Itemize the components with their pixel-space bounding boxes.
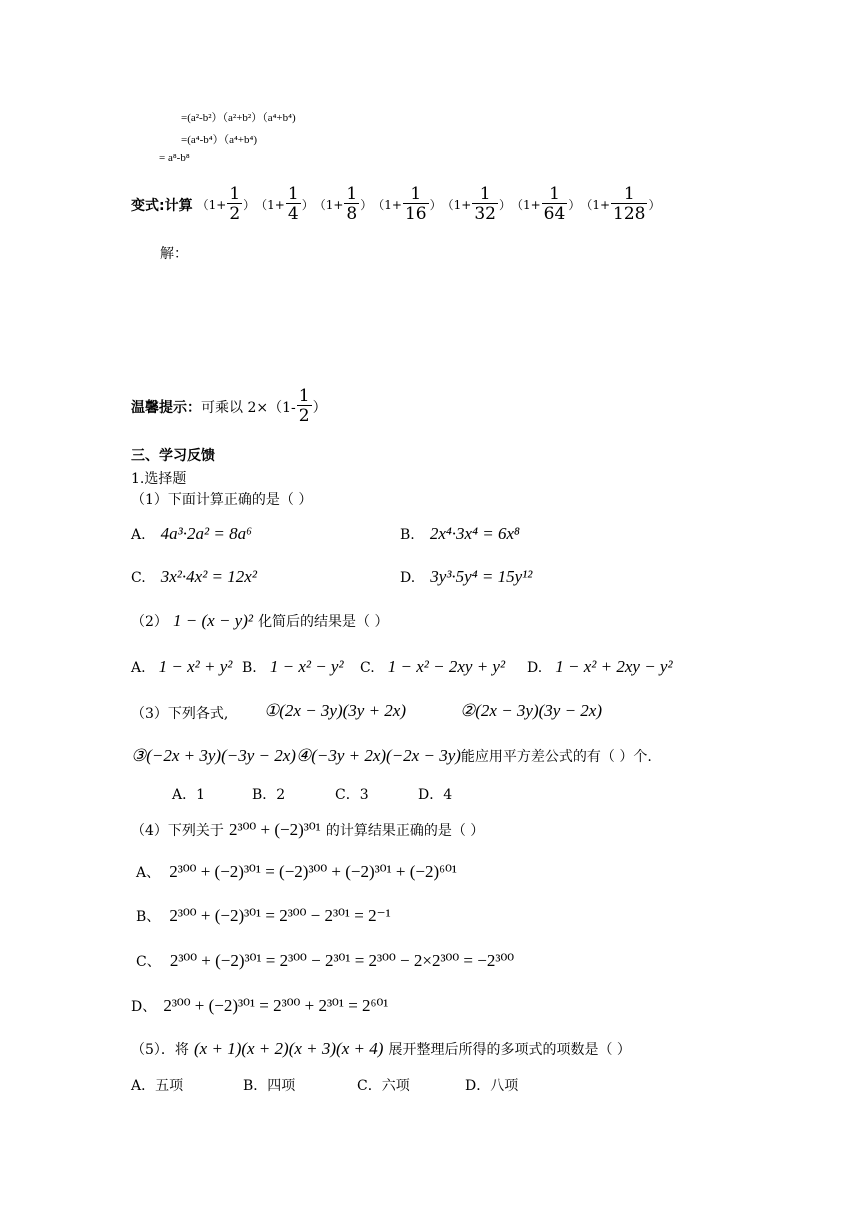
variant-term-suffix: ） [243,198,256,212]
q4-option-b [136,906,391,926]
q3-item-3: ③(−2x + 3y)(−3y − 2x) [131,746,296,765]
hint-text: 可乘以 2×（1- [201,399,296,416]
variant-term-prefix: （1+ [510,198,541,212]
solution-label: 解： [160,246,188,262]
option-label: D、 [131,999,157,1015]
q4-option-d [131,996,388,1016]
q5-stem [131,1039,631,1059]
q1-stem: （1）下面计算正确的是（ ） [131,492,313,508]
option-label: A. [131,527,146,543]
q2-expr: 1 − (x − y)² [173,611,253,630]
fraction-denominator: 64 [543,204,566,224]
option-expr: 3x²·4x² = 12x² [160,567,257,586]
option-label: C. [131,570,146,586]
hint-fraction-denominator: 2 [298,406,310,426]
option-expr: 2³⁰⁰ + (−2)³⁰¹ = 2³⁰⁰ + 2³⁰¹ = 2⁶⁰¹ [163,996,389,1015]
q3-item-1: ①(2x − 3y)(3y + 2x) [264,701,407,720]
q2-stem-prefix: （2） [131,614,168,630]
q5-option-d: D．八项 [465,1078,519,1094]
variant-term-suffix: ） [498,198,511,212]
option-expr: 2x⁴·3x⁴ = 6x⁸ [429,524,520,543]
q3-line-2 [131,746,652,766]
derivation-line-1: =(a²-b²）（a²+b²）（a⁴+b⁴) [181,112,296,124]
q3-item-2: ②(2x − 3y)(3y − 2x) [460,701,603,720]
section-subtitle: 1.选择题 [131,471,187,487]
q3-option-a: A．1 [172,787,206,803]
variant-term-prefix: （1+ [255,198,285,212]
variant-term-fraction [227,185,242,224]
q1-option-a [131,524,252,544]
option-expr: 3y³·5y⁴ = 15y¹² [430,567,533,586]
option-label: C. [360,660,375,676]
option-label: C、 [136,954,161,970]
variant-term-fraction [542,185,568,224]
variant-row [131,185,661,224]
variant-term [442,185,511,224]
option-label: B、 [136,909,161,925]
q2-option-a [131,657,232,677]
variant-term [314,185,373,224]
q3-item-4: ④(−3y + 2x)(−2x − 3y) [295,746,461,765]
q5-expr: (x + 1)(x + 2)(x + 3)(x + 4) [194,1039,384,1058]
q4-expr: 2³⁰⁰ + (−2)³⁰¹ [229,820,321,839]
variant-label: 变式:计算 [131,197,193,214]
option-expr: 2³⁰⁰ + (−2)³⁰¹ = (−2)³⁰⁰ + (−2)³⁰¹ + (−2)⁶⁰¹ [169,862,458,881]
option-expr: 2³⁰⁰ + (−2)³⁰¹ = 2³⁰⁰ − 2³⁰¹ = 2³⁰⁰ − 2×2³⁰⁰ = −2³⁰⁰ [169,951,515,970]
fraction-denominator: 32 [474,204,496,224]
hint-close: ） [312,399,327,416]
option-expr: 1 − x² + 2xy − y² [555,657,673,676]
derivation-line-3: = a⁸-b⁸ [159,152,190,164]
option-expr: 2³⁰⁰ + (−2)³⁰¹ = 2³⁰⁰ − 2³⁰¹ = 2⁻¹ [169,906,391,925]
fraction-denominator: 16 [404,204,427,224]
option-expr: 1 − x² − y² [269,657,344,676]
fraction-numerator: 1 [229,184,241,204]
fraction-numerator: 1 [472,185,498,204]
fraction-denominator: 8 [346,204,358,224]
option-label: A、 [136,865,161,881]
option-expr: 1 − x² + y² [158,657,233,676]
hint-row [131,387,327,426]
q2-option-c [360,657,505,677]
q2-option-d [527,657,673,677]
variant-term-fraction [611,185,647,224]
hint-fraction-numerator: 1 [298,386,310,406]
q3-stem: （3）下列各式, [131,706,229,722]
variant-term-suffix: ） [429,198,442,212]
q4-stem-suffix: 的计算结果正确的是（ ） [325,823,485,839]
q5-option-c: C．六项 [357,1078,410,1094]
q4-option-c [136,951,514,971]
option-expr: 1 − x² − 2xy + y² [387,657,506,676]
variant-term-prefix: （1+ [372,198,402,212]
variant-term-fraction [286,185,301,224]
fraction-numerator: 1 [403,185,429,204]
option-expr: 4a³·2a² = 8a⁶ [160,524,252,543]
q2-option-b [242,657,344,677]
option-label: B. [400,527,415,543]
q5-stem-suffix: 展开整理后所得的多项式的项数是（ ） [388,1042,631,1058]
q5-option-a: A．五项 [131,1078,184,1094]
option-label: D. [527,660,543,676]
variant-term [511,185,580,224]
variant-term-suffix: ） [568,198,581,212]
fraction-numerator: 1 [346,184,358,204]
q1-option-d [400,567,532,587]
option-label: D. [400,570,416,586]
q3-option-d: D．4 [418,787,453,803]
fraction-denominator: 2 [229,204,241,224]
variant-term [255,185,314,224]
fraction-numerator: 1 [287,184,299,204]
variant-term [372,185,441,224]
variant-term-prefix: （1+ [196,198,227,212]
q2-stem-suffix: 化简后的结果是（ ） [258,614,389,630]
variant-term-suffix: ） [360,198,373,212]
q1-option-c [131,567,257,587]
q3-option-c: C．3 [335,787,369,803]
variant-term [580,185,660,224]
q4-stem [131,820,484,840]
variant-term-prefix: （1+ [313,198,344,212]
section-title: 三、学习反馈 [131,448,215,464]
variant-term [197,185,256,224]
variant-term-fraction [344,185,359,224]
q4-option-a [136,862,457,882]
option-label: B. [242,660,257,676]
variant-terms [197,185,661,224]
fraction-numerator: 1 [542,185,568,204]
q1-option-b [400,524,520,544]
fraction-denominator: 128 [613,204,646,224]
variant-term-prefix: （1+ [441,198,472,212]
variant-term-suffix: ） [648,198,661,212]
q4-stem-prefix: （4）下列关于 [131,823,224,839]
q3-suffix: 能应用平方差公式的有（ ）个. [460,749,652,765]
derivation-line-2: =(a⁴-b⁴）（a⁴+b⁴) [181,134,258,146]
q3-option-b: B．2 [252,787,286,803]
option-label: A. [131,660,146,676]
hint-label: 温馨提示： [131,399,201,416]
variant-term-prefix: （1+ [580,198,611,212]
q5-option-b: B．四项 [243,1078,296,1094]
variant-term-fraction [472,185,498,224]
fraction-numerator: 1 [611,185,647,204]
hint-fraction [297,387,312,426]
q5-stem-prefix: （5）．将 [131,1042,189,1058]
q2-stem [131,611,389,631]
variant-term-fraction [403,185,429,224]
fraction-denominator: 4 [287,204,299,224]
variant-term-suffix: ） [301,198,314,212]
